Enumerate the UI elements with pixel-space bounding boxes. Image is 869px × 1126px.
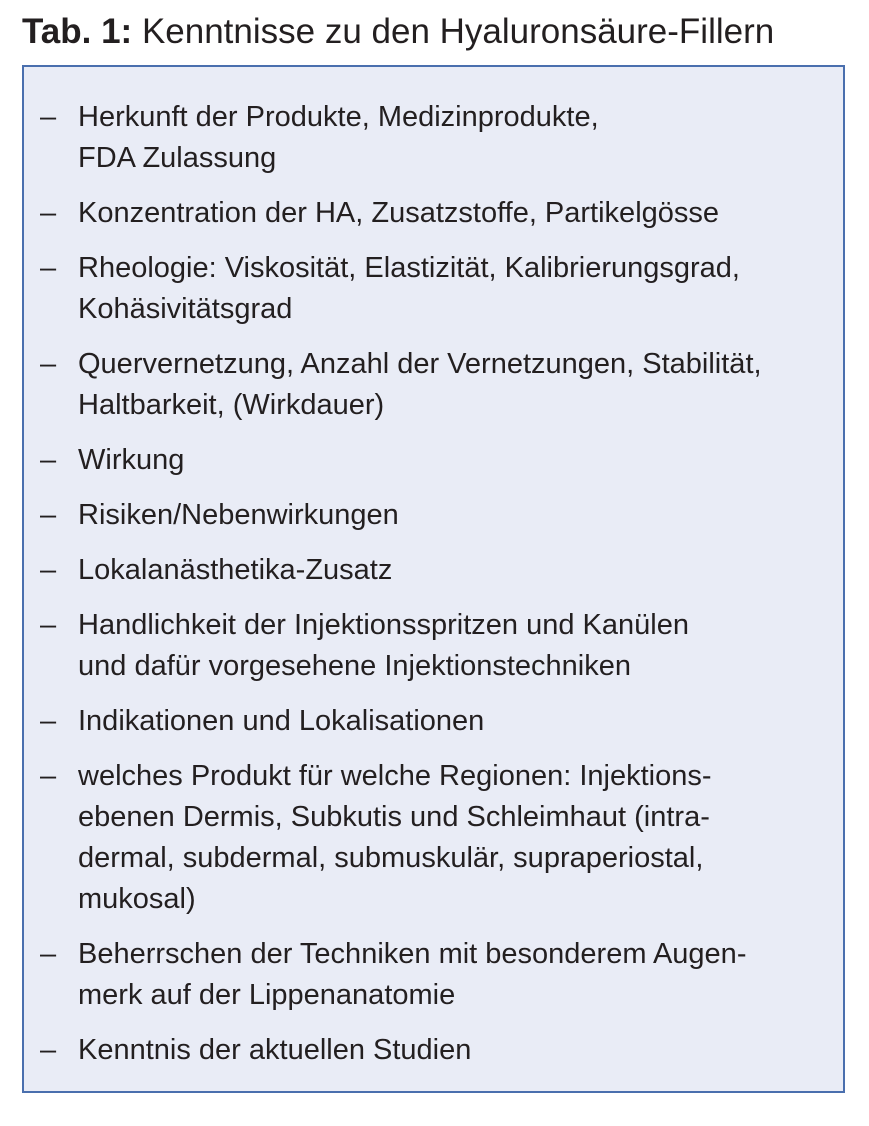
- list-item: [24, 550, 843, 591]
- list-item-text: Konzentration der HA, Zusatzstoffe, Partikelgösse: [78, 197, 720, 229]
- list-item-text: Quervernetzung, Anzahl der Vernetzungen, Stabilität, Haltbarkeit, (Wirkdauer): [78, 348, 762, 421]
- dash-bullet: –: [40, 705, 57, 737]
- table-title: Kenntnisse zu den Hyaluronsäure-Fillern: [141, 12, 775, 51]
- dash-bullet: –: [40, 938, 57, 970]
- dash-bullet: –: [40, 252, 57, 284]
- list-item: [24, 701, 843, 742]
- list-item-text: Beherrschen der Techniken mit besonderem Augen- merk auf der Lippenanatomie: [78, 938, 747, 1011]
- dash-bullet: –: [40, 554, 57, 586]
- list-item-text: Handlichkeit der Injektionsspritzen und Kanülen und dafür vorgesehene Injektionstechniken: [78, 609, 689, 682]
- dash-bullet: –: [40, 348, 57, 380]
- table-box: [22, 65, 845, 1093]
- list-item-text: Lokalanästhetika-Zusatz: [78, 554, 393, 586]
- list-item: [24, 193, 843, 234]
- table-number-label: Tab. 1:: [22, 12, 133, 51]
- list-item: [24, 97, 843, 179]
- knowledge-list: [24, 97, 843, 1085]
- list-item-text: Kenntnis der aktuellen Studien: [78, 1034, 472, 1066]
- dash-bullet: –: [40, 760, 57, 792]
- dash-bullet: –: [40, 444, 57, 476]
- list-item: [24, 756, 843, 920]
- dash-bullet: –: [40, 197, 57, 229]
- dash-bullet: –: [40, 499, 57, 531]
- list-item: [24, 605, 843, 687]
- list-item-text: Rheologie: Viskosität, Elastizität, Kalibrierungsgrad, Kohäsivitätsgrad: [78, 252, 740, 325]
- list-item: [24, 344, 843, 426]
- list-item-text: Risiken/Nebenwirkungen: [78, 499, 399, 531]
- dash-bullet: –: [40, 1034, 57, 1066]
- list-item: [24, 248, 843, 330]
- list-item: [24, 495, 843, 536]
- list-item-text: Herkunft der Produkte, Medizinprodukte, FDA Zulassung: [78, 101, 599, 174]
- list-item-text: Indikationen und Lokalisationen: [78, 705, 485, 737]
- list-item-text: Wirkung: [78, 444, 185, 476]
- dash-bullet: –: [40, 609, 57, 641]
- list-item-text: welches Produkt für welche Regionen: Injektions- ebenen Dermis, Subkutis und Schleimhaut (intra- dermal, subdermal, submuskulär, supraperiostal, mukosal): [78, 760, 712, 915]
- list-item: [24, 440, 843, 481]
- dash-bullet: –: [40, 101, 57, 133]
- list-item: [24, 934, 843, 1016]
- table-caption: [22, 12, 774, 52]
- list-item: [24, 1030, 843, 1071]
